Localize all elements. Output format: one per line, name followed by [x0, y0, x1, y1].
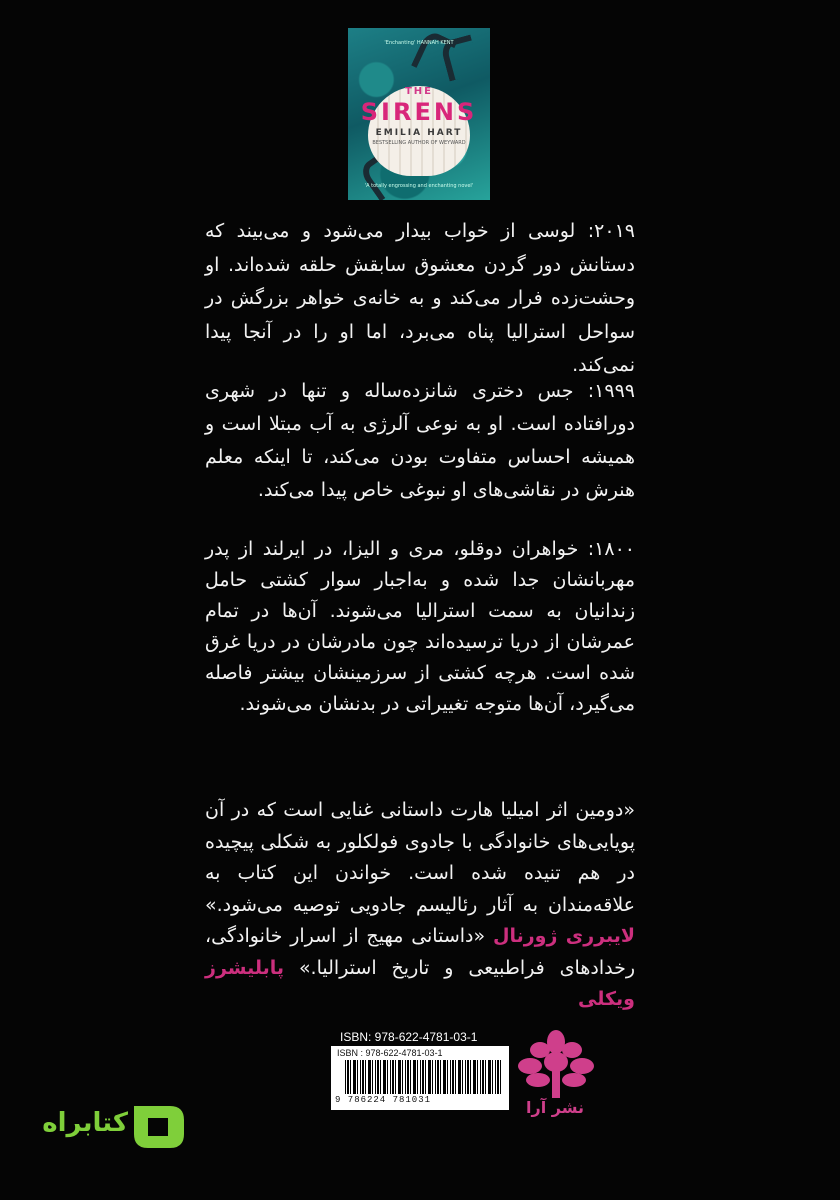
cover-author: EMILIA HART [375, 128, 463, 138]
barcode [331, 1046, 509, 1110]
review-quote: «داستانی مهیج از اسرار خانوادگی، رخدادهای فراطبیعی و تاریخ استرالیا.» [205, 925, 635, 979]
ketabrah-logo-icon [130, 1098, 188, 1156]
review-source: پابلیشرز ویکلی [205, 956, 635, 1010]
book-cover-thumbnail [348, 28, 490, 200]
cover-blurb-bottom: 'A totally engrossing and enchanting novel' [364, 183, 474, 189]
cover-title: SIRENS [360, 98, 478, 126]
barcode-bars [345, 1060, 501, 1094]
reviews-block [205, 795, 635, 1016]
publisher-name: نشر آرا [526, 1098, 584, 1117]
ketabrah-watermark: کتابراه [42, 1108, 128, 1138]
synopsis-paragraph-2019: ۲۰۱۹: لوسی از خواب بیدار می‌شود و می‌بیند که دستانش دور گردن معشوق سابقش حلقه شده‌اند. او وحشت‌زده فرار می‌کند و به خانه‌ی خواهر بزرگش در سواحل استرالیا پناه می‌برد، اما او را در آنجا پیدا نمی‌کند. [205, 220, 635, 376]
isbn-label: ISBN: 978-622-4781-03-1 [340, 1030, 478, 1044]
review-quote: «دومین اثر امیلیا هارت داستانی غنایی است که در آن پویایی‌های خانوادگی با جادوی فولکلور به شکلی پیچیده در هم تنیده شده است. خواندن این کتاب به علاقه‌مندان به آثار رئالیسم جادویی توصیه می‌شود.» [205, 799, 635, 916]
isbn-inner-label: ISBN : 978-622-4781-03-1 [337, 1048, 443, 1058]
cover-title-the: THE [404, 86, 434, 97]
barcode-number: 9 786224 781031 [335, 1095, 432, 1105]
cover-blurb-top: 'Enchanting' HANNAH KENT [384, 40, 454, 46]
synopsis-paragraph-1800: ۱۸۰۰: خواهران دوقلو، مری و الیزا، در ایرلند از پدر مهربانشان جدا شده و به‌اجبار سوار کشتی حامل زندانیان به سمت استرالیا می‌شوند. آن‌ها در تمام عمرشان از دریا ترسیده‌اند چون مادرشان در دریا غرق شده است. هرچه کشتی از سرزمینشان بیشتر فاصله می‌گیرد، آن‌ها متوجه تغییراتی در بدنشان می‌شوند. [205, 538, 635, 715]
synopsis-paragraph-1999: ۱۹۹۹: جس دختری شانزده‌ساله و تنها در شهری دورافتاده است. او به نوعی آلرژی به آب مبتلا است و همیشه احساس متفاوت بودن می‌کند، تا اینکه معلم هنرش در نقاشی‌های او نبوغی خاص پیدا می‌کند. [205, 380, 635, 501]
review-source: لایبرری ژورنال [492, 925, 635, 947]
cover-tagline: BESTSELLING AUTHOR OF WEYWARD [372, 140, 466, 146]
